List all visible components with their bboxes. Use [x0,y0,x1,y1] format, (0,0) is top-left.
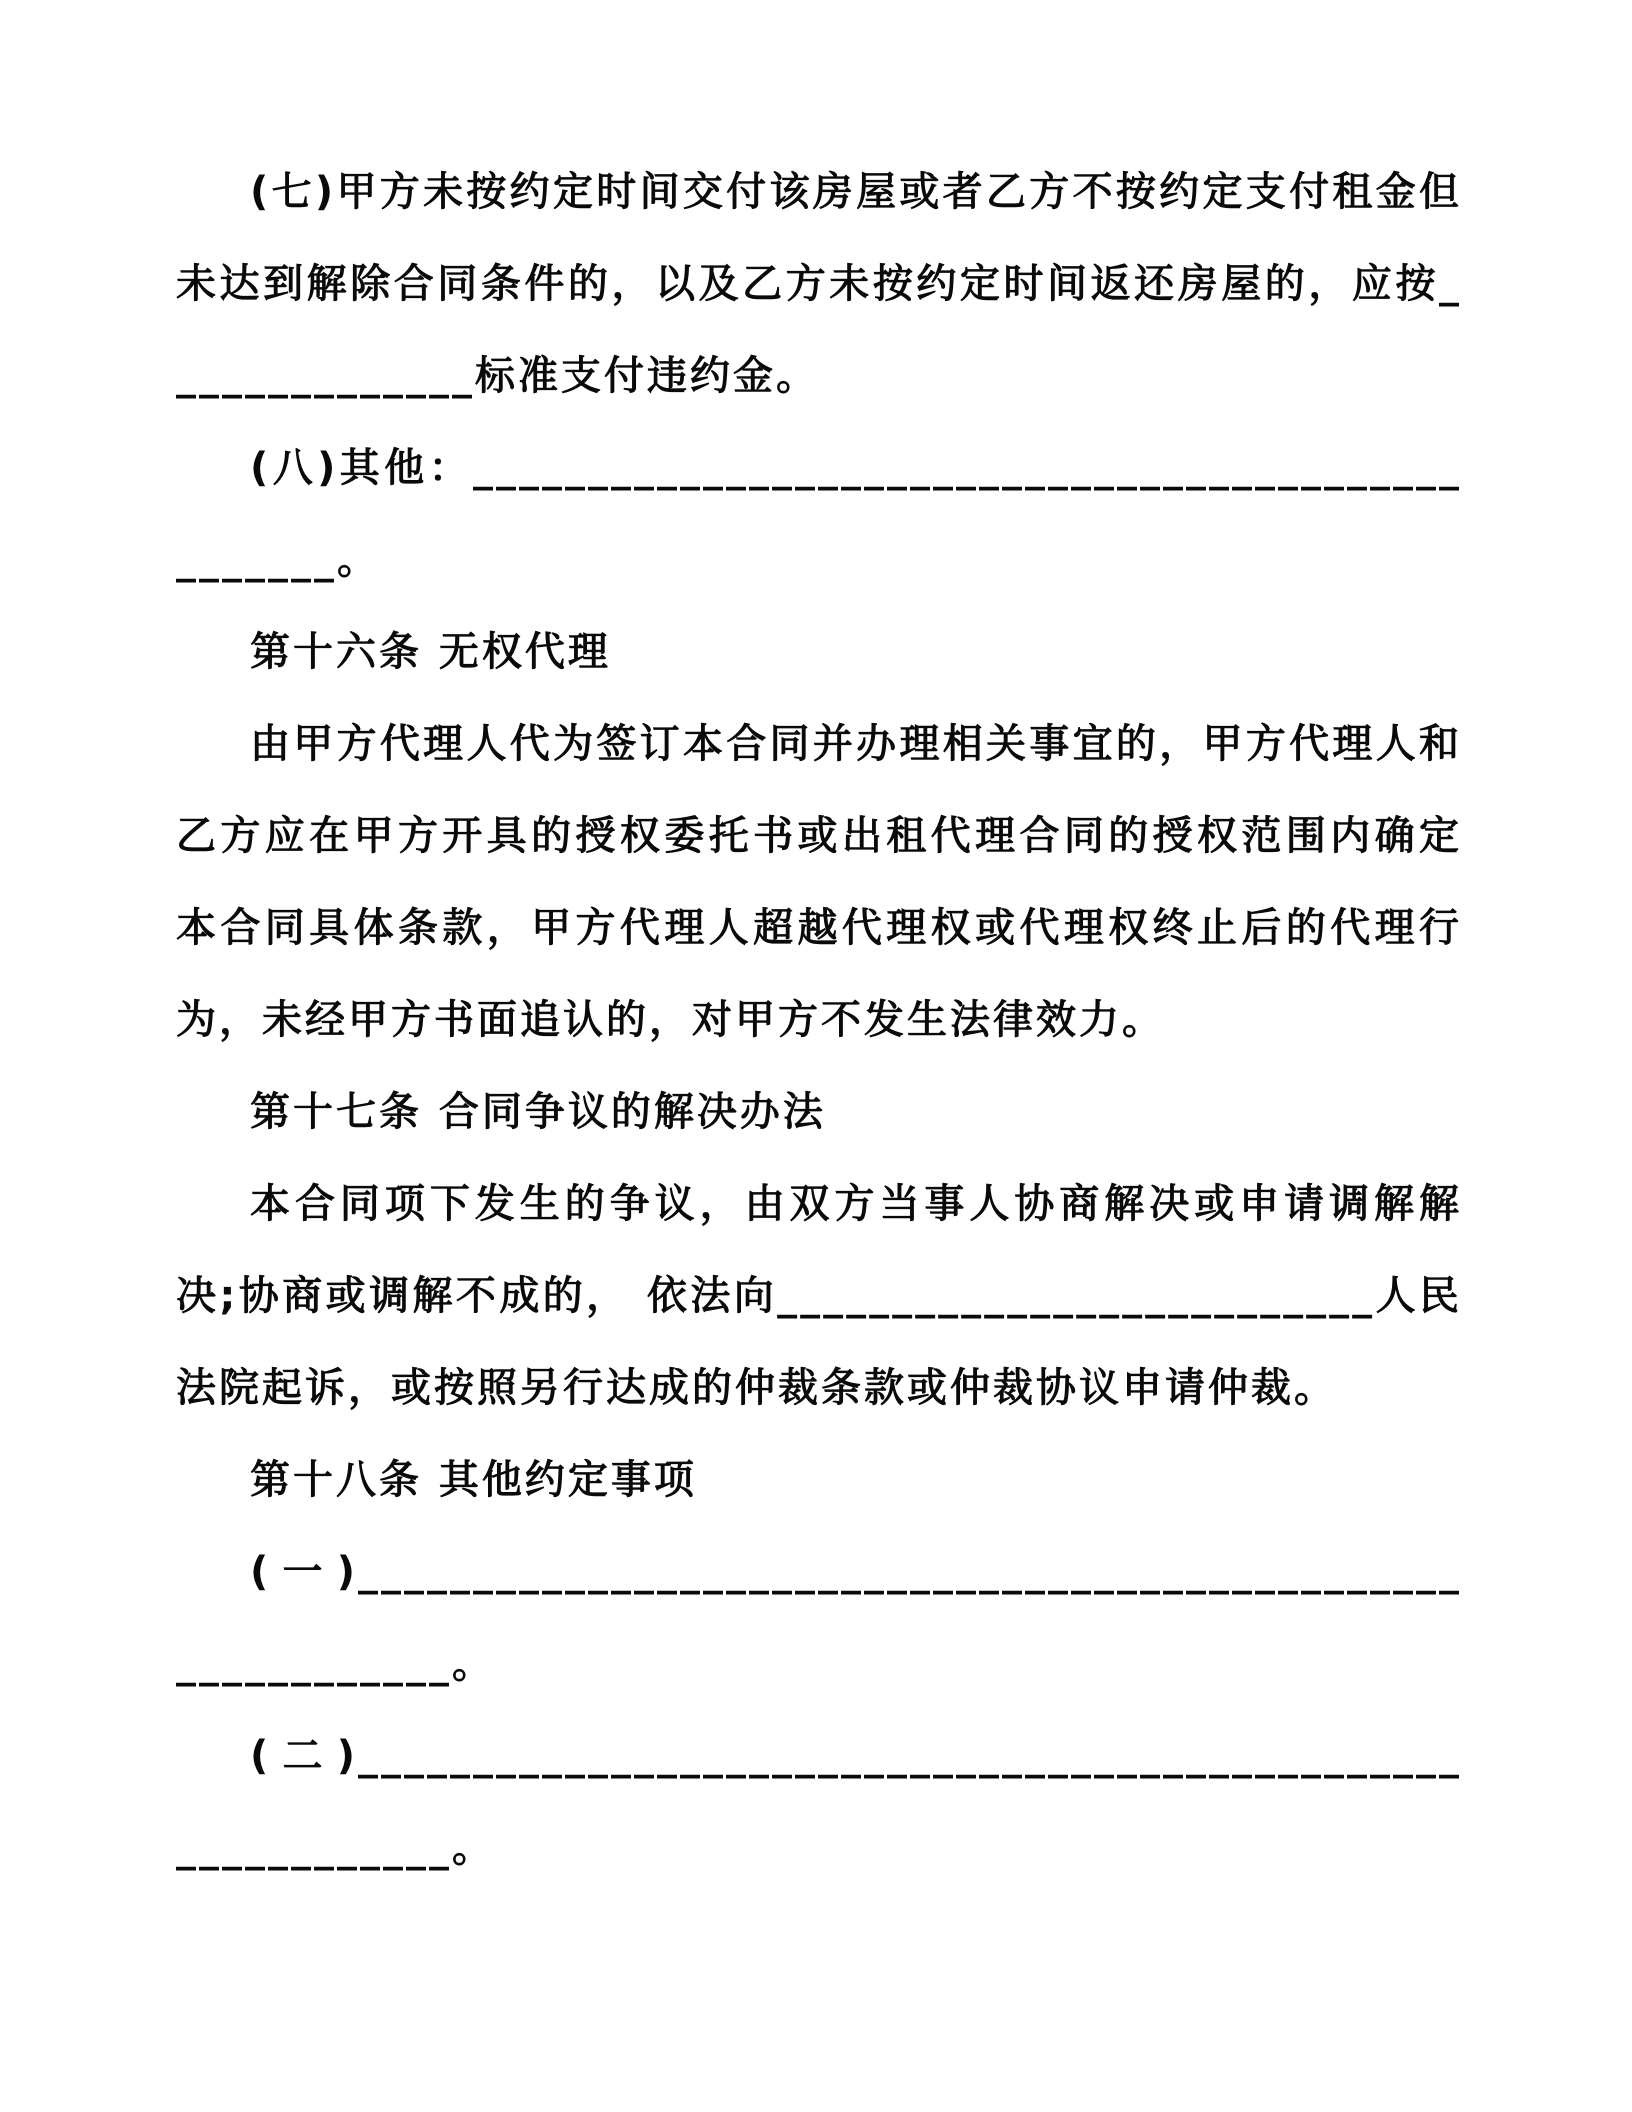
article-18-item-1-blank: (一)____________________________________________________________。 [176,1549,1462,1687]
article-16-heading: 第十六条 无权代理 [250,629,611,675]
article-17-body-paragraph: 本合同项下发生的争议，由双方当事人协商解决或申请调解解决;协商或调解不成的， 依法向__________________________人民法院起诉，或按照另行达成的仲裁条款或仲裁协议申请仲裁。 [176,1181,1462,1411]
article-17-heading: 第十七条 合同争议的解决办法 [250,1089,826,1135]
clause-7-penalty-paragraph: (七)甲方未按约定时间交付该房屋或者乙方不按约定支付租金但未达到解除合同条件的，以及乙方未按约定时间返还房屋的，应按______________标准支付违约金。 [176,169,1462,399]
article-18-item-2-blank: (二)____________________________________________________________。 [176,1733,1462,1871]
clause-8-other-paragraph: (八)其他：__________________________________________________。 [176,445,1462,583]
article-18-heading: 第十八条 其他约定事项 [250,1457,697,1503]
article-16-body-paragraph: 由甲方代理人代为签订本合同并办理相关事宜的，甲方代理人和乙方应在甲方开具的授权委托书或出租代理合同的授权范围内确定本合同具体条款，甲方代理人超越代理权或代理权终止后的代理行为，未经甲方书面追认的，对甲方不发生法律效力。 [176,721,1462,1043]
